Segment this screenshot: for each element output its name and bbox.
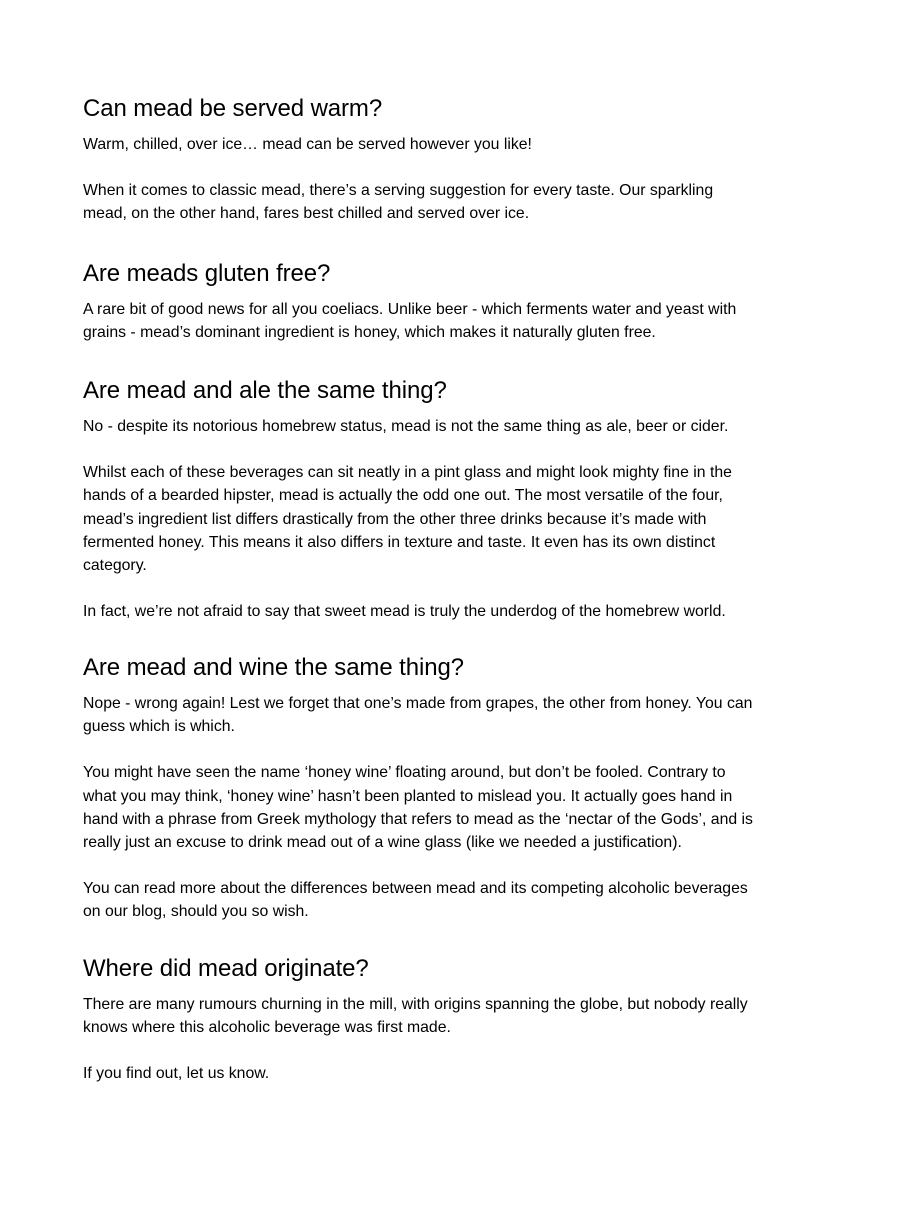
text-line: Warm, chilled, over ice… mead can be served however you like! <box>83 136 532 153</box>
paragraph <box>83 298 823 344</box>
text-line: You can read more about the differences between mead and its competing alcoholic beverages <box>83 880 748 898</box>
paragraph <box>83 179 823 225</box>
faq-section-mead-vs-ale <box>83 376 823 623</box>
text-line: A rare bit of good news for all you coeliacs. Unlike beer - which ferments water and yeast with <box>83 301 737 318</box>
text-line: grains - mead’s dominant ingredient is honey, which makes it naturally gluten free. <box>83 324 656 342</box>
text-line: on our blog, should you so wish. <box>83 903 309 921</box>
text-line: hand with a phrase from Greek mythology that refers to mead as the ‘nectar of the Gods’, and is <box>83 810 753 828</box>
paragraph <box>83 761 823 854</box>
text-line: Nope - wrong again! Lest we forget that one’s made from grapes, the other from honey. You can <box>83 695 753 712</box>
paragraph <box>83 1062 823 1085</box>
paragraph <box>83 133 823 156</box>
text-line: category. <box>83 557 147 575</box>
faq-section-gluten-free <box>83 259 823 344</box>
text-line: mead’s ingredient list differs drastically from the other three drinks because it’s made with <box>83 510 707 528</box>
text-line: what you may think, ‘honey wine’ hasn’t been planted to mislead you. It actually goes hand in <box>83 787 733 805</box>
section-heading: Where did mead originate? <box>83 955 369 982</box>
paragraph <box>83 993 823 1039</box>
faq-section-origin <box>83 954 823 1086</box>
section-heading: Are meads gluten free? <box>83 260 331 287</box>
text-line: If you find out, let us know. <box>83 1065 270 1083</box>
paragraph <box>83 692 823 738</box>
text-line: really just an excuse to drink mead out of a wine glass (like we needed a justification). <box>83 834 682 852</box>
faq-section-served-warm <box>83 94 823 226</box>
text-line: No - despite its notorious homebrew status, mead is not the same thing as ale, beer or cider. <box>83 418 729 435</box>
faq-section-mead-vs-wine <box>83 653 823 924</box>
text-line: When it comes to classic mead, there’s a serving suggestion for every taste. Our sparkling <box>83 182 714 200</box>
text-line: hands of a bearded hipster, mead is actually the odd one out. The most versatile of the four, <box>83 487 723 505</box>
text-line: You might have seen the name ‘honey wine’ floating around, but don’t be fooled. Contrary to <box>83 764 726 782</box>
paragraph <box>83 461 823 577</box>
section-heading: Are mead and ale the same thing? <box>83 377 447 404</box>
text-line: There are many rumours churning in the mill, with origins spanning the globe, but nobody really <box>83 996 748 1013</box>
paragraph <box>83 877 823 923</box>
text-line: knows where this alcoholic beverage was first made. <box>83 1019 451 1037</box>
paragraph <box>83 600 823 623</box>
text-line: Whilst each of these beverages can sit neatly in a pint glass and might look mighty fine in the <box>83 464 732 482</box>
text-line: guess which is which. <box>83 718 235 736</box>
paragraph <box>83 415 823 438</box>
text-line: mead, on the other hand, fares best chilled and served over ice. <box>83 205 530 223</box>
section-heading: Are mead and wine the same thing? <box>83 654 464 681</box>
text-line: fermented honey. This means it also differs in texture and taste. It even has its own distinct <box>83 533 716 551</box>
text-line: In fact, we’re not afraid to say that sweet mead is truly the underdog of the homebrew world. <box>83 603 726 621</box>
section-heading: Can mead be served warm? <box>83 95 383 122</box>
